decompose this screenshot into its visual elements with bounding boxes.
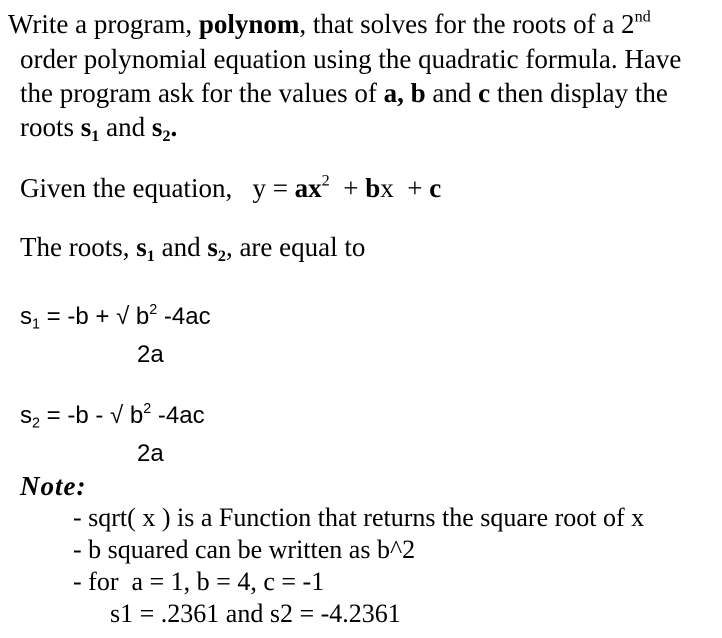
note-item: - for a = 1, b = 4, c = -1: [73, 567, 325, 596]
note-label: Note:: [20, 471, 87, 501]
formula-s2: [20, 400, 205, 432]
sqrt-icon: √: [110, 402, 124, 429]
formula-s: s: [20, 303, 32, 330]
formula-subscript: 1: [32, 316, 41, 333]
denominator: 2a: [137, 341, 164, 368]
roots-text: , are equal to: [225, 232, 366, 262]
given-text: Given the equation, y =: [20, 173, 295, 203]
intro-text: .: [170, 112, 178, 142]
ordinal-superscript: nd: [634, 7, 651, 26]
root-s2: s: [151, 112, 163, 142]
formula-rest: -4ac: [151, 402, 205, 429]
intro-line-3: [20, 77, 668, 109]
root-s2-subscript: 2: [217, 246, 226, 265]
formula-exponent: 2: [143, 400, 152, 417]
formula-exponent: 2: [149, 301, 158, 318]
intro-text: Write a program,: [8, 9, 199, 39]
given-equation: [20, 172, 441, 204]
term-ax: ax: [294, 173, 322, 203]
term-c: c: [429, 173, 442, 203]
intro-line-1: [8, 8, 651, 40]
sqrt-icon: √: [116, 303, 130, 330]
exponent: 2: [321, 171, 330, 190]
intro-text: roots: [20, 112, 81, 142]
root-s1: s: [80, 112, 92, 142]
roots-text: The roots,: [20, 232, 137, 262]
note-item: - sqrt( x ) is a Function that returns the square root of x: [73, 503, 645, 532]
intro-text: then display the: [490, 78, 668, 108]
formula-eq: = -b -: [40, 402, 111, 429]
term-b: b: [365, 173, 381, 203]
formula-eq: = -b +: [40, 303, 117, 330]
note-item: s1 = .2361 and s2 = -4.2361: [110, 599, 401, 628]
intro-text: and: [425, 78, 479, 108]
intro-line-4: [20, 111, 177, 143]
root-s2: s: [207, 232, 218, 262]
term-x: x: [380, 173, 394, 203]
intro-text: order polynomial equation using the quadratic formula. Have: [20, 44, 682, 74]
formula-subscript: 2: [32, 415, 41, 432]
formula-s2-denominator: [137, 438, 164, 470]
variable-ab: a, b: [383, 78, 426, 108]
variable-c: c: [478, 78, 491, 108]
note-item: - b squared can be written as b^2: [73, 535, 416, 564]
intro-text: and: [99, 112, 152, 142]
formula-s: s: [20, 402, 32, 429]
intro-line-2: [20, 43, 681, 75]
roots-text: and: [154, 232, 208, 262]
program-name: polynom: [198, 9, 300, 39]
denominator: 2a: [137, 440, 164, 467]
root-s1-subscript: 1: [91, 126, 100, 145]
formula-rest: -4ac: [157, 303, 211, 330]
intro-text: , that solves for the roots of a 2: [299, 9, 635, 39]
root-s2-subscript: 2: [162, 126, 171, 145]
roots-statement: [20, 231, 365, 263]
formula-s1-denominator: [137, 339, 164, 371]
plus-sign: +: [329, 173, 366, 203]
formula-b: b: [123, 402, 144, 429]
formula-s1: [20, 301, 211, 333]
root-s1-subscript: 1: [146, 246, 155, 265]
root-s1: s: [136, 232, 147, 262]
plus-sign: +: [393, 173, 430, 203]
intro-text: the program ask for the values of: [20, 78, 384, 108]
formula-b: b: [129, 303, 150, 330]
